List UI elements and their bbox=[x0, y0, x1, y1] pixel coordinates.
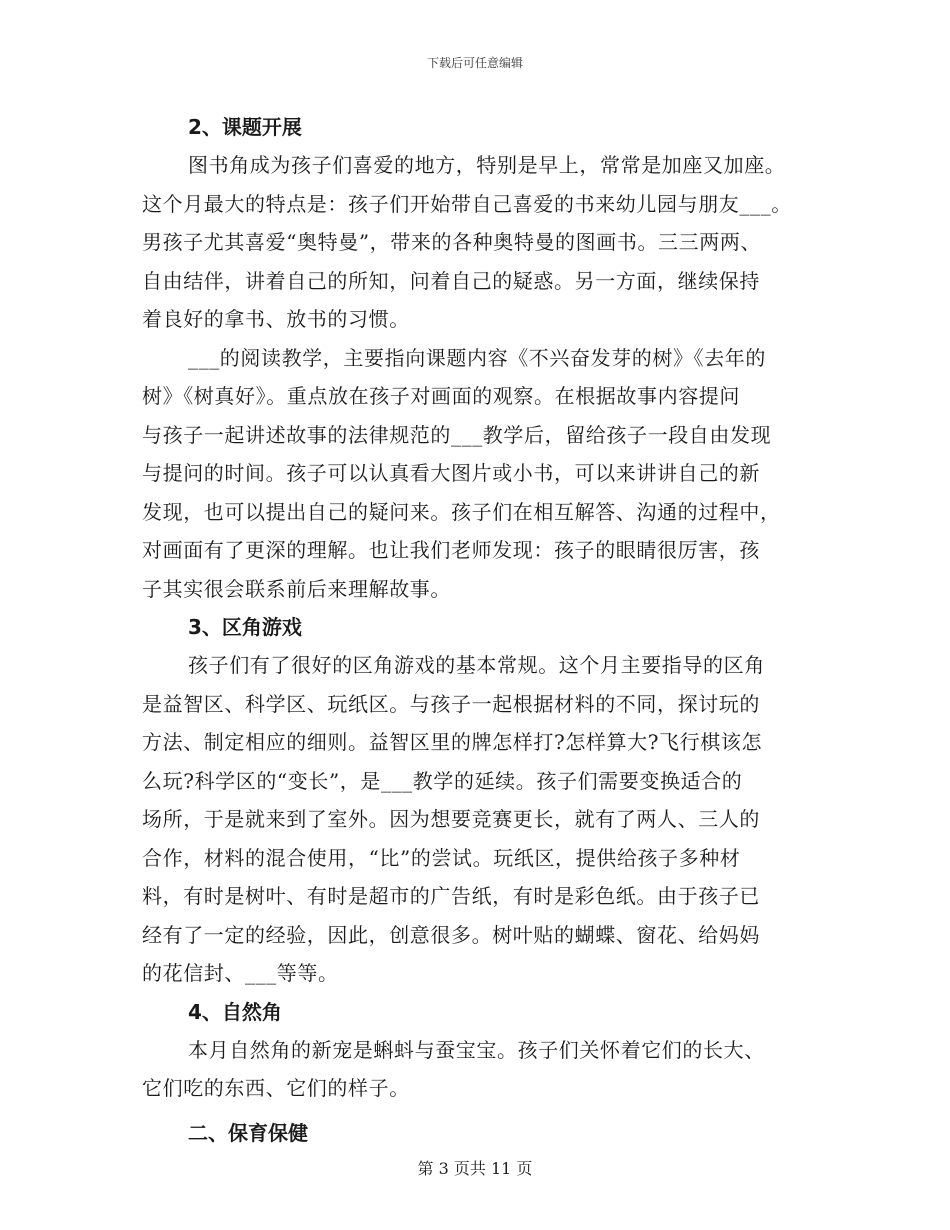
text-line: 么玩?科学区的“变长”，是___教学的延续。孩子们需要变换适合的 bbox=[142, 768, 743, 793]
text-line: 与提问的时间。孩子可以认真看大图片或小书，可以来讲讲自己的新 bbox=[142, 461, 760, 485]
paragraph bbox=[142, 146, 814, 339]
text-line: 发现，也可以提出自己的疑问来。孩子们在相互解答、沟通的过程中， bbox=[142, 499, 781, 524]
page-header: 下载后可任意编辑 bbox=[426, 56, 523, 70]
text-line: 这个月最大的特点是：孩子们开始带自己喜爱的书来幼儿园与朋友___。 bbox=[142, 191, 792, 216]
section-heading: 3、区角游戏 bbox=[188, 615, 302, 639]
paragraph bbox=[142, 1031, 814, 1108]
text-line: 男孩子尤其喜爱“奥特曼”，带来的各种奥特曼的图画书。三三两两、 bbox=[142, 230, 762, 254]
text-line: 自由结伴，讲着自己的所知，问着自己的疑惑。另一方面，继续保持 bbox=[142, 268, 760, 293]
text-line: 经有了一定的经验，因此，创意很多。树叶贴的蝴蝶、窗花、给妈妈 bbox=[142, 922, 760, 947]
text-line: 合作，材料的混合使用，“比”的尝试。玩纸区，提供给孩子多种材 bbox=[142, 845, 741, 870]
text-line: 树》《树真好》。重点放在孩子对画面的观察。在根据故事内容提问 bbox=[142, 384, 740, 408]
text-line: ___的阅读教学，主要指向课题内容《不兴奋发芽的树》《去年的 bbox=[188, 345, 766, 370]
text-line: 图书角成为孩子们喜爱的地方，特别是早上，常常是加座又加座。 bbox=[188, 153, 786, 177]
page-footer: 第 3 页共 11 页 bbox=[417, 1159, 533, 1178]
text-line: 的花信封、___等等。 bbox=[142, 961, 339, 985]
document-body bbox=[142, 108, 814, 1152]
text-line: 孩子们有了很好的区角游戏的基本常规。这个月主要指导的区角 bbox=[188, 653, 765, 677]
text-line: 方法、制定相应的细则。益智区里的牌怎样打?怎样算大?飞行棋该怎 bbox=[142, 730, 763, 754]
text-line: 子其实很会联系前后来理解故事。 bbox=[142, 576, 451, 601]
paragraph bbox=[142, 646, 814, 993]
text-line: 对画面有了更深的理解。也让我们老师发现：孩子的眼睛很厉害，孩 bbox=[142, 538, 760, 562]
paragraph bbox=[142, 339, 814, 609]
section-heading: 二、保育保健 bbox=[188, 1120, 308, 1145]
text-line: 场所，于是就来到了室外。因为想要竞赛更长，就有了两人、三人的 bbox=[142, 807, 760, 831]
text-line: 是益智区、科学区、玩纸区。与孩子一起根据材料的不同，探讨玩的 bbox=[142, 691, 760, 716]
text-line: 与孩子一起讲述故事的法律规范的___教学后，留给孩子一段自由发现 bbox=[142, 422, 772, 447]
text-line: 本月自然角的新宠是蝌蚪与蚕宝宝。孩子们关怀着它们的长大、 bbox=[188, 1037, 765, 1062]
section-heading: 2、课题开展 bbox=[188, 115, 302, 139]
text-line: 着良好的拿书、放书的习惯。 bbox=[142, 307, 410, 331]
section-heading: 4、自然角 bbox=[188, 999, 282, 1024]
text-line: 料，有时是树叶、有时是超市的广告纸，有时是彩色纸。由于孩子已 bbox=[142, 884, 760, 908]
text-line: 它们吃的东西、它们的样子。 bbox=[142, 1076, 410, 1100]
